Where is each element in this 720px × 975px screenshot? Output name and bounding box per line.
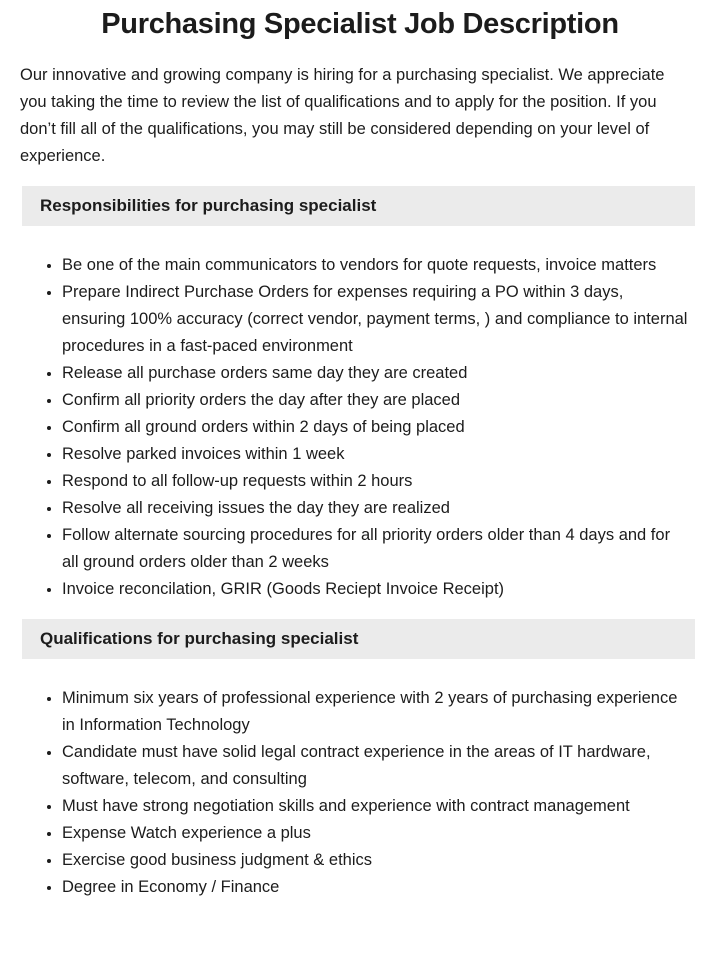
qualifications-heading: Qualifications for purchasing specialist [22, 619, 695, 659]
list-item: • Confirm all ground orders within 2 days of being placed [62, 414, 690, 441]
list-item: • Expense Watch experience a plus [62, 820, 690, 847]
responsibilities-section [0, 186, 720, 603]
page-title: Purchasing Specialist Job Description [101, 8, 619, 40]
list-item: • Prepare Indirect Purchase Orders for expenses requiring a PO within 3 days, ensuring 100% accuracy (correct vendor, payment terms, ) and compliance to internal procedures in a fast-paced environment [62, 279, 690, 360]
list-item: • Respond to all follow-up requests within 2 hours [62, 468, 690, 495]
list-item: • Must have strong negotiation skills and experience with contract management [62, 793, 690, 820]
list-item: • Follow alternate sourcing procedures for all priority orders older than 4 days and for all ground orders older than 2 weeks [62, 522, 690, 576]
list-item: • Resolve parked invoices within 1 week [62, 441, 690, 468]
list-item: • Candidate must have solid legal contract experience in the areas of IT hardware, software, telecom, and consulting [62, 739, 690, 793]
qualifications-section [0, 619, 720, 901]
qualifications-list [0, 685, 690, 901]
list-item: • Be one of the main communicators to vendors for quote requests, invoice matters [62, 252, 690, 279]
list-item: • Minimum six years of professional experience with 2 years of purchasing experience in Information Technology [62, 685, 690, 739]
list-item: • Invoice reconcilation, GRIR (Goods Reciept Invoice Receipt) [62, 576, 690, 603]
list-item: • Degree in Economy / Finance [62, 874, 690, 901]
responsibilities-list [0, 252, 690, 603]
list-item: • Resolve all receiving issues the day they are realized [62, 495, 690, 522]
responsibilities-heading: Responsibilities for purchasing specialist [22, 186, 695, 226]
list-item: • Confirm all priority orders the day after they are placed [62, 387, 690, 414]
list-item: • Exercise good business judgment & ethics [62, 847, 690, 874]
intro-paragraph: Our innovative and growing company is hiring for a purchasing specialist. We appreciate you taking the time to review the list of qualifications and to apply for the position. If you don’t fill all of the qualifications, you may still be considered depending on your level of experience. [20, 66, 665, 165]
list-item: • Release all purchase orders same day they are created [62, 360, 690, 387]
